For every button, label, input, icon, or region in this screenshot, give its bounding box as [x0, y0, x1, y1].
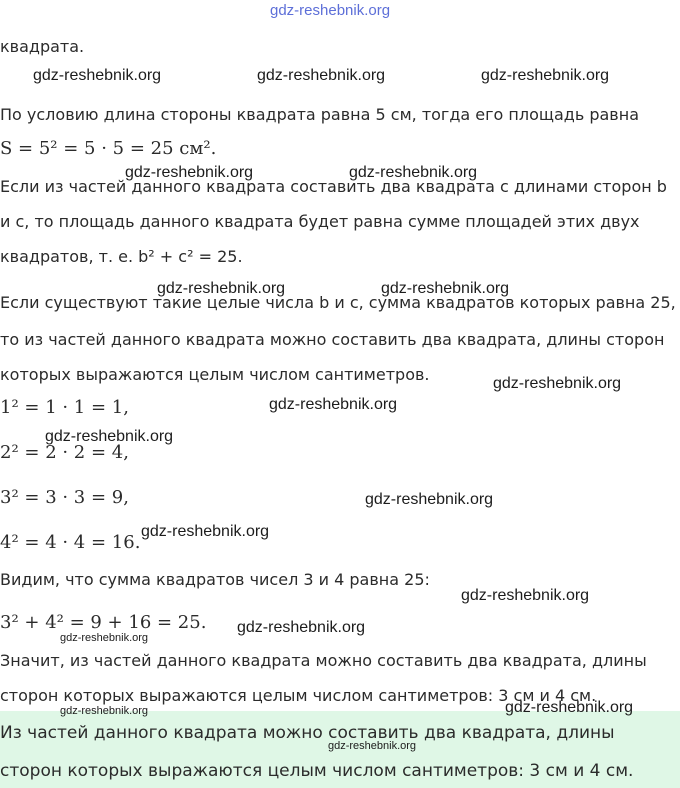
- watermark: gdz-reshebnik.org: [461, 587, 590, 604]
- text-line-2: По условию длина стороны квадрата равна 5 см, тогда его площадь равна: [0, 105, 639, 124]
- watermark: gdz-reshebnik.org: [349, 164, 478, 181]
- answer-line-1: Из частей данного квадрата можно составить два квадрата, длины: [0, 723, 615, 743]
- watermark: gdz-reshebnik.org: [45, 428, 174, 445]
- watermark: gdz-reshebnik.org: [141, 523, 270, 540]
- watermark: gdz-reshebnik.org: [493, 375, 622, 392]
- watermark: gdz-reshebnik.org: [328, 740, 417, 752]
- watermark: gdz-reshebnik.org: [125, 164, 254, 181]
- equation-5: 3² + 4² = 9 + 16 = 25.: [0, 612, 207, 633]
- equation-1: 1² = 1 · 1 = 1,: [0, 397, 129, 418]
- equation-area: S = 5² = 5 · 5 = 25 см².: [0, 138, 217, 159]
- watermark: gdz-reshebnik.org: [33, 67, 162, 84]
- watermark: gdz-reshebnik.org: [481, 67, 610, 84]
- answer-line-2: сторон которых выражаются целым числом сантиметров: 3 см и 4 см.: [0, 761, 634, 781]
- watermark: gdz-reshebnik.org: [257, 67, 386, 84]
- text-line-10: Видим, что сумма квадратов чисел 3 и 4 равна 25:: [0, 570, 430, 589]
- equation-4: 4² = 4 · 4 = 16.: [0, 532, 141, 553]
- text-line-12: сторон которых выражаются целым числом сантиметров: 3 см и 4 см.: [0, 686, 597, 705]
- text-line-6: квадратов, т. е. b² + c² = 25.: [0, 247, 243, 266]
- watermark: gdz-reshebnik.org: [381, 280, 510, 297]
- watermark: gdz-reshebnik.org: [505, 699, 634, 716]
- text-line-7: Если существуют такие целые числа b и c, сумма квадратов которых равна 25,: [0, 293, 676, 312]
- text-line-8: то из частей данного квадрата можно составить два квадрата, длины сторон: [0, 330, 665, 349]
- site-header-watermark: gdz-reshebnik.org: [270, 2, 391, 19]
- equation-3: 3² = 3 · 3 = 9,: [0, 487, 129, 508]
- watermark: gdz-reshebnik.org: [237, 619, 366, 636]
- text-line-5: и c, то площадь данного квадрата будет равна сумме площадей этих двух: [0, 212, 640, 231]
- watermark: gdz-reshebnik.org: [157, 280, 286, 297]
- watermark: gdz-reshebnik.org: [269, 396, 398, 413]
- watermark: gdz-reshebnik.org: [60, 632, 149, 644]
- text-line-4: Если из частей данного квадрата составить два квадрата с длинами сторон b: [0, 177, 667, 196]
- equation-2: 2² = 2 · 2 = 4,: [0, 442, 129, 463]
- watermark: gdz-reshebnik.org: [60, 705, 149, 717]
- watermark: gdz-reshebnik.org: [365, 491, 494, 508]
- text-line-9: которых выражаются целым числом сантиметров.: [0, 365, 430, 384]
- text-line-11: Значит, из частей данного квадрата можно составить два квадрата, длины: [0, 651, 647, 670]
- text-line-1: квадрата.: [0, 37, 85, 56]
